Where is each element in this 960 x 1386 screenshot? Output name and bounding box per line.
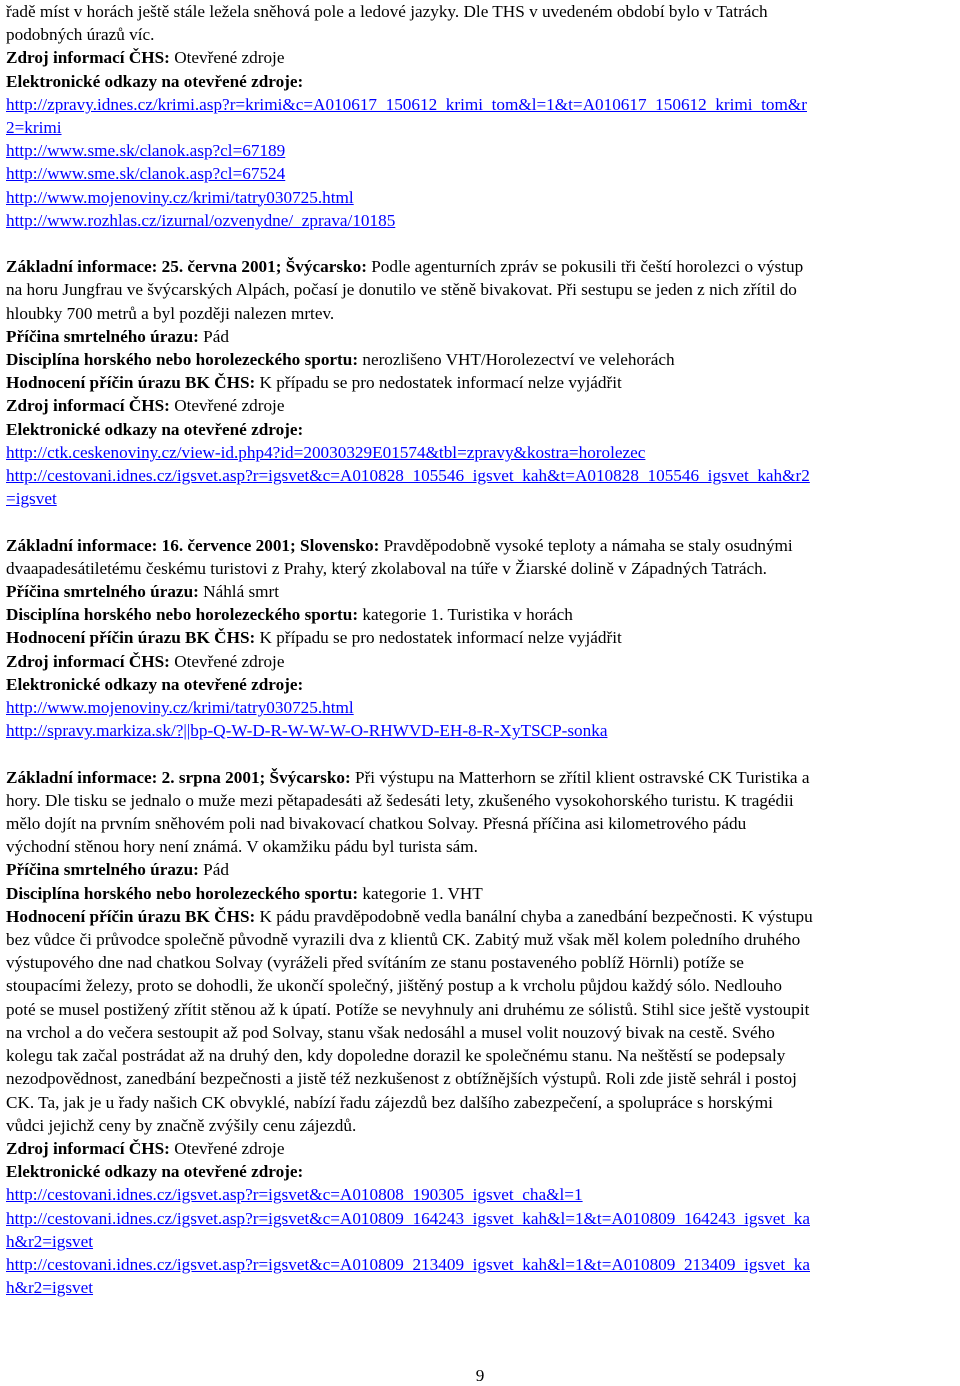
basic-info-label: Základní informace: 2. srpna 2001; Švýcarsko: [6, 767, 351, 787]
source-value: Otevřené zdroje [169, 48, 285, 68]
text-line: na horu Jungfrau ve švýcarských Alpách, počasí je donutilo ve stěně bivakovat. Při sestupu se jeden z nich zřítil do [6, 280, 797, 300]
source-row [6, 394, 956, 417]
incident-entry-1 [6, 255, 956, 510]
discipline-row [6, 882, 956, 905]
discipline-value: kategorie 1. Turistika v horách [358, 605, 573, 625]
cause-row [6, 325, 956, 348]
source-link[interactable]: http://www.rozhlas.cz/izurnal/ozvenydne/_zprava/10185 [6, 210, 396, 230]
text-line: řadě míst v horách ještě stále ležela sněhová pole a ledové jazyky. Dle THS v uvedeném období bylo v Tatrách [6, 2, 768, 21]
source-link[interactable]: http://spravy.markiza.sk/?||bp-Q-W-D-R-W-W-W-O-RHWVD-EH-8-R-XyTSCP-sonka [6, 721, 608, 741]
evaluation-row [6, 905, 956, 928]
source-link[interactable]: http://www.mojenoviny.cz/krimi/tatry030725.html [6, 698, 354, 718]
source-row [6, 46, 956, 69]
source-link[interactable]: h&r2=igsvet [6, 1231, 94, 1251]
basic-info-text: Pravděpodobně vysoké teploty a námaha se staly osudnými [379, 535, 793, 555]
evaluation-value: K případu se pro nedostatek informací nelze vyjádřit [255, 373, 622, 393]
text-line: nezodpovědnost, zanedbání bezpečnosti a jistě též nezkušenost z obtížnějších výstupů. Roli zde jistě sehrál i postoj [6, 1069, 797, 1089]
basic-info-text: Při výstupu na Matterhorn se zřítil klient ostravské CK Turistika a [350, 767, 810, 787]
source-label: Zdroj informací ČHS: [6, 1138, 170, 1158]
text-line: vůdci jejichž ceny by značně zvýšily cenu zájezdů. [6, 1115, 357, 1135]
evaluation-text: K pádu pravděpodobně vedla banální chyba a zanedbání bezpečnosti. K výstupu [255, 906, 813, 926]
source-link[interactable]: http://cestovani.idnes.cz/igsvet.asp?r=igsvet&c=A010809_213409_igsvet_kah&l=1&t=A010809_213409_igsvet_ka [6, 1254, 810, 1274]
evaluation-row [6, 626, 956, 649]
basic-info-row [6, 255, 956, 278]
evaluation-label: Hodnocení příčin úrazu BK ČHS: [6, 906, 256, 926]
basic-info-row [6, 766, 956, 789]
text-line: východní stěnou hory není známá. V okamžiku pádu byl turista sám. [6, 837, 478, 857]
discipline-row [6, 348, 956, 371]
cause-value: Pád [198, 860, 229, 880]
source-label: Zdroj informací ČHS: [6, 396, 170, 416]
source-label: Zdroj informací ČHS: [6, 651, 170, 671]
text-line: mělo dojít na prvním sněhovém poli nad bivakovací chatkou Solvay. Přesná příčina asi kilometrového pádu [6, 814, 747, 834]
text-line: poté se musel postižený zřítit stěnou až k úpatí. Potíže se nevyhnuly ani druhému ze sólistů. Stihl sice ještě vystoupit [6, 999, 810, 1019]
evaluation-label: Hodnocení příčin úrazu BK ČHS: [6, 628, 256, 648]
cause-label: Příčina smrtelného úrazu: [6, 326, 199, 346]
spacer [6, 232, 956, 255]
text-line: podobných úrazů víc. [6, 25, 155, 45]
source-row [6, 1137, 956, 1160]
intro-section [6, 0, 956, 232]
source-link[interactable]: http://www.sme.sk/clanok.asp?cl=67189 [6, 141, 286, 161]
source-link[interactable]: http://cestovani.idnes.cz/igsvet.asp?r=igsvet&c=A010828_105546_igsvet_kah&t=A010828_105546_igsvet_kah&r2 [6, 466, 810, 486]
cause-label: Příčina smrtelného úrazu: [6, 860, 199, 880]
evaluation-row [6, 371, 956, 394]
source-label: Zdroj informací ČHS: [6, 48, 170, 68]
cause-row [6, 580, 956, 603]
page-number: 9 [475, 1366, 485, 1385]
discipline-row [6, 603, 956, 626]
spacer [6, 510, 956, 533]
spacer [6, 742, 956, 765]
links-label: Elektronické odkazy na otevřené zdroje: [6, 1162, 304, 1182]
source-link[interactable]: http://cestovani.idnes.cz/igsvet.asp?r=igsvet&c=A010809_164243_igsvet_kah&l=1&t=A010809_164243_igsvet_ka [6, 1208, 810, 1228]
text-line: hloubky 700 metrů a byl později nalezen mrtev. [6, 303, 335, 323]
text-line: dvaapadesátiletému českému turistovi z Prahy, který zkolaboval na túře v Žiarské dolině v Západných Tatrách. [6, 558, 767, 578]
source-link[interactable]: 2=krimi [6, 118, 62, 138]
source-link[interactable]: http://ctk.ceskenoviny.cz/view-id.php4?id=20030329E01574&tbl=zpravy&kostra=horolezec [6, 442, 646, 462]
text-line: stoupacími železy, proto se dohodli, že ukončí společný, jištěný postup a k vrcholu půjdou každý sólo. Nedlouho [6, 976, 782, 996]
incident-entry-2 [6, 534, 956, 743]
text-line: bez vůdce či průvodce společně původně vyrazili dva z klientů CK. Zabitý muž však měl kolem poledního druhého [6, 930, 801, 950]
text-line: hory. Dle tisku se jednalo o muže mezi pětapadesáti až šedesáti lety, zkušeného vysokohorského turistu. K tragédii [6, 790, 794, 810]
text-line: kolegu tak začal postrádat až na druhý den, kdy dopoledne dorazil ke společnému stanu. Na neštěstí se podepsaly [6, 1046, 786, 1066]
discipline-label: Disciplína horského nebo horolezeckého sportu: [6, 350, 359, 370]
evaluation-label: Hodnocení příčin úrazu BK ČHS: [6, 373, 256, 393]
source-value: Otevřené zdroje [169, 396, 285, 416]
cause-value: Náhlá smrt [198, 582, 280, 602]
basic-info-text: Podle agenturních zpráv se pokusili tři čeští horolezci o výstup [366, 257, 804, 277]
basic-info-label: Základní informace: 16. července 2001; Slovensko: [6, 535, 380, 555]
source-link[interactable]: http://www.sme.sk/clanok.asp?cl=67524 [6, 164, 286, 184]
links-label: Elektronické odkazy na otevřené zdroje: [6, 71, 304, 91]
basic-info-label: Základní informace: 25. června 2001; Švýcarsko: [6, 257, 367, 277]
source-link[interactable]: =igsvet [6, 489, 57, 509]
discipline-value: nerozlišeno VHT/Horolezectví ve velehorách [358, 350, 675, 370]
source-value: Otevřené zdroje [169, 651, 285, 671]
text-line: na vrchol a do večera sestoupit až pod Solvay, stanu však nedosáhl a musel volit nouzový bivak na cestě. Svého [6, 1022, 775, 1042]
basic-info-row [6, 534, 956, 557]
source-link[interactable]: http://cestovani.idnes.cz/igsvet.asp?r=igsvet&c=A010808_190305_igsvet_cha&l=1 [6, 1185, 583, 1205]
cause-row [6, 858, 956, 881]
discipline-label: Disciplína horského nebo horolezeckého sportu: [6, 605, 359, 625]
source-link[interactable]: h&r2=igsvet [6, 1278, 94, 1298]
discipline-label: Disciplína horského nebo horolezeckého sportu: [6, 883, 359, 903]
source-link[interactable]: http://www.mojenoviny.cz/krimi/tatry030725.html [6, 187, 354, 207]
text-line: CK. Ta, jak je u řady našich CK obvyklé, nabízí řadu zájezdů bez dalšího zabezpečení, a spolupráce s horskými [6, 1092, 773, 1112]
links-label: Elektronické odkazy na otevřené zdroje: [6, 419, 304, 439]
discipline-value: kategorie 1. VHT [358, 883, 483, 903]
source-link[interactable]: http://zpravy.idnes.cz/krimi.asp?r=krimi&c=A010617_150612_krimi_tom&l=1&t=A010617_150612_krimi_tom&r [6, 94, 807, 114]
evaluation-value: K případu se pro nedostatek informací nelze vyjádřit [255, 628, 622, 648]
links-label: Elektronické odkazy na otevřené zdroje: [6, 674, 304, 694]
document-page [6, 0, 956, 1299]
cause-value: Pád [198, 326, 229, 346]
cause-label: Příčina smrtelného úrazu: [6, 582, 199, 602]
source-value: Otevřené zdroje [169, 1138, 285, 1158]
text-line: výstupového dne nad chatkou Solvay (vyráželi před svítáním ze stanu postaveného poblíž Hörnli) potíže se [6, 953, 744, 973]
source-row [6, 650, 956, 673]
incident-entry-3 [6, 766, 956, 1300]
